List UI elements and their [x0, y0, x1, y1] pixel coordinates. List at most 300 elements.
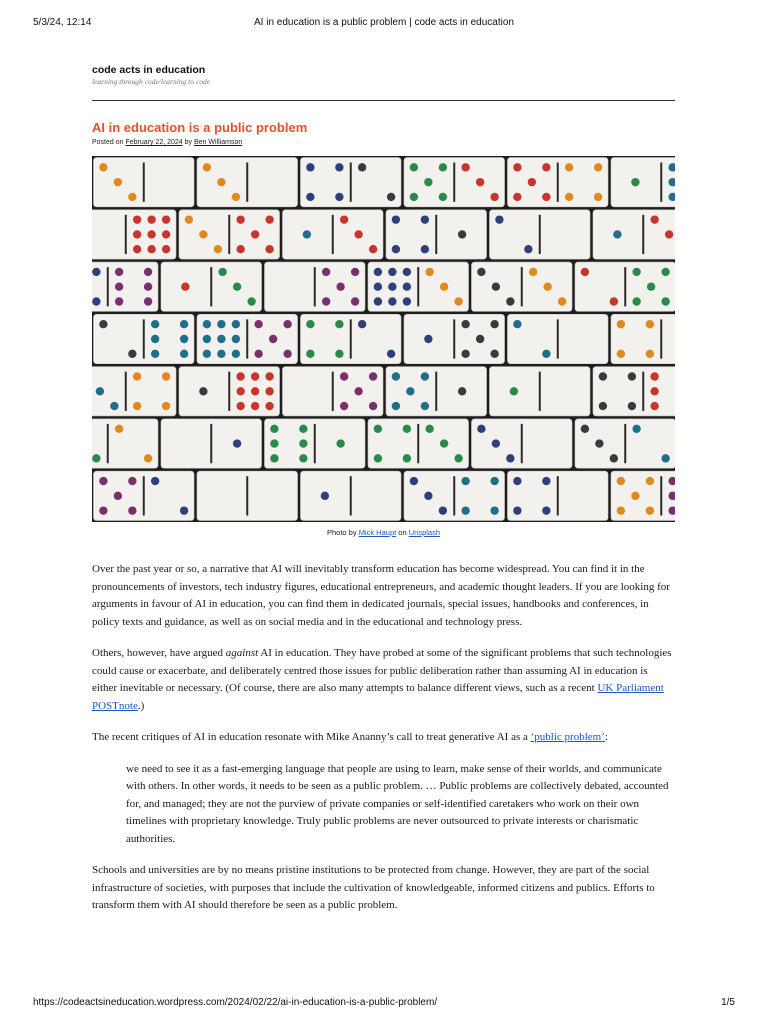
domino-pip: [388, 283, 396, 291]
domino-tile: [368, 419, 469, 468]
post-date-link[interactable]: February 22, 2024: [125, 139, 183, 146]
domino-pip: [617, 506, 625, 514]
domino-pip: [203, 163, 211, 171]
domino-tile: [283, 210, 384, 259]
domino-pip: [646, 320, 654, 328]
domino-pip: [340, 215, 348, 223]
domino-pip: [151, 335, 159, 343]
domino-tile: [94, 471, 195, 520]
domino-pip: [283, 320, 291, 328]
domino-pip: [340, 372, 348, 380]
domino-pip: [133, 230, 141, 238]
print-page-number: 1/5: [721, 997, 735, 1008]
domino-pip: [421, 245, 429, 253]
domino-tile: [283, 367, 384, 416]
domino-pip: [631, 492, 639, 500]
site-tagline: learning through code/learning to code: [92, 77, 211, 86]
domino-pip: [128, 506, 136, 514]
domino-pip: [203, 320, 211, 328]
domino-pip: [628, 402, 636, 410]
domino-pip: [265, 215, 273, 223]
domino-pip: [144, 297, 152, 305]
domino-pip: [581, 268, 589, 276]
domino-tile: [301, 471, 402, 520]
domino-tile: [161, 262, 262, 311]
domino-pip: [306, 193, 314, 201]
paragraph-1: Over the past year or so, a narrative that AI will inevitably transform education has become widespread. You can find it in the pronouncements of investors, tech industry figures, educational entrepreneurs, and academic thought leaders. If you are looking for arguments in favour of AI in education, you can find them in dedicated journals, special issues, handbooks and conferences, in policy texts and guidance, as well as on social media and in the educational and technology press.: [92, 563, 670, 628]
domino-pip: [492, 439, 500, 447]
domino-pip: [650, 372, 658, 380]
domino-pip: [542, 506, 550, 514]
domino-tile: [197, 314, 298, 363]
domino-pip: [387, 193, 395, 201]
domino-pip: [369, 402, 377, 410]
domino-pip: [358, 163, 366, 171]
domino-pip: [461, 506, 469, 514]
domino-pip: [410, 477, 418, 485]
domino-tile: [92, 367, 176, 416]
photographer-link[interactable]: Mick Haupt: [358, 528, 397, 537]
domino-pip: [162, 230, 170, 238]
domino-tile: [611, 471, 675, 520]
p2-text-a: Others, however, have argued: [92, 647, 226, 659]
domino-pip: [631, 178, 639, 186]
domino-pip: [236, 402, 244, 410]
domino-tile: [301, 158, 402, 207]
domino-pip: [265, 245, 273, 253]
domino-pip: [490, 350, 498, 358]
domino-pip: [565, 193, 573, 201]
domino-pip: [236, 387, 244, 395]
print-url: https://codeactsineducation.wordpress.com/2024/02/22/ai-in-education-is-a-public-problem/: [33, 997, 438, 1008]
domino-pip: [180, 335, 188, 343]
domino-pip: [251, 387, 259, 395]
domino-pip: [306, 350, 314, 358]
domino-pip: [270, 454, 278, 462]
domino-pip: [506, 454, 514, 462]
domino-pip: [565, 163, 573, 171]
domino-pip: [335, 320, 343, 328]
domino-pip: [374, 297, 382, 305]
domino-pip: [599, 372, 607, 380]
domino-pip: [454, 297, 462, 305]
domino-pip: [254, 320, 262, 328]
domino-pip: [265, 387, 273, 395]
domino-pip: [543, 283, 551, 291]
caption-on-label: on: [398, 528, 407, 537]
domino-pip: [410, 193, 418, 201]
domino-pip: [358, 320, 366, 328]
paragraph-3: [92, 729, 675, 747]
domino-tile: [472, 419, 573, 468]
domino-pip: [151, 320, 159, 328]
domino-pip: [439, 163, 447, 171]
domino-pip: [99, 506, 107, 514]
domino-pip: [214, 245, 222, 253]
domino-pip: [92, 297, 100, 305]
post-meta: [92, 139, 242, 146]
domino-pip: [458, 230, 466, 238]
domino-pip: [354, 230, 362, 238]
domino-pip: [490, 506, 498, 514]
domino-pip: [461, 350, 469, 358]
domino-pip: [661, 454, 669, 462]
domino-pip: [513, 320, 521, 328]
paragraph-2: [92, 645, 675, 715]
domino-pip: [180, 320, 188, 328]
domino-pip: [322, 297, 330, 305]
domino-pip: [251, 402, 259, 410]
domino-pip: [199, 230, 207, 238]
domino-pip: [581, 425, 589, 433]
domino-pip: [351, 268, 359, 276]
domino-pip: [133, 372, 141, 380]
domino-pip: [650, 402, 658, 410]
domino-pip: [303, 230, 311, 238]
domino-pip: [594, 163, 602, 171]
domino-pip: [661, 268, 669, 276]
domino-pip: [403, 297, 411, 305]
domino-pip: [513, 477, 521, 485]
domino-pip: [650, 215, 658, 223]
domino-pip: [233, 283, 241, 291]
domino-pip: [115, 268, 123, 276]
domino-pip: [110, 402, 118, 410]
domino-pip: [128, 350, 136, 358]
domino-pip: [115, 297, 123, 305]
domino-pip: [374, 425, 382, 433]
domino-pip: [147, 215, 155, 223]
domino-pip: [115, 425, 123, 433]
domino-tile: [404, 471, 505, 520]
post-content: [92, 561, 675, 929]
domino-tile: [92, 419, 158, 468]
domino-tile: [508, 314, 609, 363]
caption-prefix: Photo by: [326, 528, 357, 537]
domino-pip: [425, 268, 433, 276]
domino-pip: [114, 492, 122, 500]
domino-tile: [611, 158, 675, 207]
domino-pip: [454, 454, 462, 462]
postnote-link[interactable]: UK Parliament POSTnote: [92, 682, 664, 712]
domino-pip: [529, 268, 537, 276]
domino-pip: [133, 215, 141, 223]
domino-pip: [490, 193, 498, 201]
domino-pip: [322, 268, 330, 276]
domino-pip: [617, 477, 625, 485]
domino-pip: [374, 454, 382, 462]
domino-pip: [632, 268, 640, 276]
domino-pip: [490, 477, 498, 485]
domino-pip: [232, 350, 240, 358]
domino-pip: [217, 350, 225, 358]
domino-pip: [354, 387, 362, 395]
domino-pip: [613, 230, 621, 238]
domino-pip: [217, 178, 225, 186]
domino-pip: [114, 178, 122, 186]
domino-tile: [575, 419, 675, 468]
public-problem-link[interactable]: ‘public problem’: [530, 731, 605, 743]
domino-pip: [610, 297, 618, 305]
print-footer: [33, 997, 735, 1008]
domino-pip: [524, 245, 532, 253]
domino-pip: [270, 439, 278, 447]
domino-pip: [162, 245, 170, 253]
domino-pip: [506, 297, 514, 305]
domino-pip: [610, 454, 618, 462]
domino-pip: [513, 163, 521, 171]
domino-pip: [403, 283, 411, 291]
domino-pip: [336, 283, 344, 291]
domino-pip: [617, 350, 625, 358]
domino-pip: [299, 439, 307, 447]
domino-pip: [403, 268, 411, 276]
domino-pip: [321, 492, 329, 500]
domino-pip: [351, 297, 359, 305]
domino-pip: [369, 372, 377, 380]
domino-pip: [151, 350, 159, 358]
domino-tile: [197, 471, 298, 520]
domino-pip: [392, 372, 400, 380]
domino-pip: [440, 439, 448, 447]
domino-pip: [421, 215, 429, 223]
domino-pip: [650, 387, 658, 395]
domino-pip: [461, 320, 469, 328]
domino-pip: [144, 268, 152, 276]
domino-tile: [92, 262, 158, 311]
domino-tile: [179, 210, 280, 259]
domino-pip: [162, 215, 170, 223]
domino-pip: [661, 297, 669, 305]
domino-pip: [335, 163, 343, 171]
domino-pip: [424, 335, 432, 343]
domino-pip: [99, 477, 107, 485]
domino-tile: [301, 314, 402, 363]
domino-pip: [492, 283, 500, 291]
domino-pip: [218, 268, 226, 276]
site-title-link[interactable]: code acts in education: [92, 64, 206, 76]
domino-pip: [144, 283, 152, 291]
domino-pip: [247, 297, 255, 305]
domino-pip: [232, 335, 240, 343]
domino-pip: [387, 350, 395, 358]
domino-pip: [476, 178, 484, 186]
domino-pip: [335, 350, 343, 358]
domino-pip: [646, 350, 654, 358]
domino-pip: [403, 454, 411, 462]
domino-pip: [542, 163, 550, 171]
domino-pip: [599, 402, 607, 410]
domino-pip: [647, 283, 655, 291]
domino-pip: [306, 163, 314, 171]
domino-pip: [388, 268, 396, 276]
domino-pip: [99, 163, 107, 171]
domino-tile: [386, 367, 487, 416]
domino-tile: [404, 314, 505, 363]
domino-pip: [133, 402, 141, 410]
author-link[interactable]: Ben Williamson: [194, 139, 243, 146]
domino-tile: [404, 158, 505, 207]
domino-pip: [542, 350, 550, 358]
domino-pip: [369, 245, 377, 253]
domino-pip: [203, 335, 211, 343]
domino-pip: [558, 297, 566, 305]
domino-tile: [490, 367, 591, 416]
dominoes-illustration: [92, 156, 675, 522]
domino-pip: [251, 372, 259, 380]
blockquote: we need to see it as a fast-emerging language that people are using to learn, make sense of their worlds, and communicate with others. In other words, it needs to be seen as a public problem. … Public problems are collectively debated, accounted for, and managed; they are not the purview of private companies or self-identified caretakers who work on their own timelines with proprietary knowledge. Truly public problems are never outsourced to private interests or charismatic authorities.: [126, 762, 669, 845]
domino-pip: [265, 402, 273, 410]
domino-tile: [386, 210, 487, 259]
domino-pip: [374, 283, 382, 291]
domino-tile: [593, 210, 675, 259]
domino-tile: [472, 262, 573, 311]
domino-pip: [299, 454, 307, 462]
domino-tile: [197, 158, 298, 207]
domino-pip: [440, 283, 448, 291]
domino-pip: [128, 193, 136, 201]
domino-tile: [179, 367, 280, 416]
header-divider: [92, 100, 675, 101]
unsplash-link[interactable]: Unsplash: [408, 528, 441, 537]
image-caption: [92, 528, 675, 537]
domino-pip: [425, 425, 433, 433]
domino-pip: [513, 506, 521, 514]
domino-pip: [306, 320, 314, 328]
domino-pip: [147, 230, 155, 238]
domino-pip: [335, 193, 343, 201]
domino-pip: [594, 193, 602, 201]
domino-pip: [528, 178, 536, 186]
domino-tile: [92, 210, 176, 259]
domino-pip: [128, 477, 136, 485]
print-date: 5/3/24, 12:14: [33, 17, 92, 28]
domino-pip: [490, 320, 498, 328]
domino-tile: [575, 262, 675, 311]
domino-pip: [439, 193, 447, 201]
domino-pip: [299, 425, 307, 433]
domino-pip: [458, 387, 466, 395]
domino-pip: [99, 320, 107, 328]
domino-pip: [180, 506, 188, 514]
domino-pip: [388, 297, 396, 305]
domino-pip: [595, 439, 603, 447]
domino-pip: [133, 245, 141, 253]
domino-tile: [508, 471, 609, 520]
by-label: by: [184, 139, 193, 146]
domino-tile: [611, 314, 675, 363]
domino-pip: [254, 350, 262, 358]
domino-pip: [628, 372, 636, 380]
domino-pip: [406, 387, 414, 395]
domino-pip: [439, 506, 447, 514]
domino-tile: [265, 262, 366, 311]
domino-tile: [265, 419, 366, 468]
domino-pip: [632, 297, 640, 305]
domino-pip: [477, 425, 485, 433]
domino-pip: [147, 245, 155, 253]
domino-pip: [151, 477, 159, 485]
domino-pip: [236, 245, 244, 253]
p2-text-c: .): [137, 699, 145, 712]
domino-tile: [368, 262, 469, 311]
domino-pip: [162, 402, 170, 410]
domino-pip: [180, 350, 188, 358]
domino-pip: [424, 178, 432, 186]
print-page-title: AI in education is a public problem | code acts in education: [254, 17, 514, 28]
domino-pip: [232, 320, 240, 328]
domino-pip: [495, 215, 503, 223]
domino-pip: [646, 477, 654, 485]
domino-pip: [340, 402, 348, 410]
domino-pip: [617, 320, 625, 328]
domino-pip: [269, 335, 277, 343]
domino-pip: [403, 425, 411, 433]
domino-pip: [646, 506, 654, 514]
domino-pip: [461, 477, 469, 485]
domino-tile: [508, 158, 609, 207]
domino-tile: [94, 158, 195, 207]
domino-pip: [410, 163, 418, 171]
domino-pip: [374, 268, 382, 276]
domino-pip: [144, 454, 152, 462]
p2-emphasis: against: [225, 647, 259, 659]
domino-pip: [632, 425, 640, 433]
domino-pip: [270, 425, 278, 433]
domino-pip: [477, 268, 485, 276]
domino-pip: [217, 320, 225, 328]
domino-pip: [236, 372, 244, 380]
domino-pip: [392, 245, 400, 253]
domino-tile: [161, 419, 262, 468]
domino-pip: [96, 387, 104, 395]
print-header: [33, 17, 735, 28]
domino-pip: [461, 163, 469, 171]
domino-pip: [185, 215, 193, 223]
domino-tile: [593, 367, 675, 416]
domino-pip: [542, 477, 550, 485]
domino-pip: [115, 283, 123, 291]
domino-pip: [92, 454, 100, 462]
domino-pip: [217, 335, 225, 343]
domino-pip: [510, 387, 518, 395]
domino-pip: [665, 230, 673, 238]
domino-pip: [392, 402, 400, 410]
domino-pip: [236, 215, 244, 223]
domino-pip: [421, 372, 429, 380]
domino-pip: [203, 350, 211, 358]
domino-pip: [199, 387, 207, 395]
domino-pip: [424, 492, 432, 500]
domino-tile: [94, 314, 195, 363]
site-header: [92, 64, 675, 86]
p3-text-b: :: [604, 731, 608, 743]
domino-pip: [232, 193, 240, 201]
p2-text-b: AI in education. They have probed at some of the significant problems that such technologies could cause or exacerbate, and deliberately centred those issues for public deliberation rather than assuming AI in education is either inevitable or necessary. (Of course, there are also many attempts to balance different views, such as a recent: [92, 647, 672, 694]
domino-pip: [336, 439, 344, 447]
domino-pip: [233, 439, 241, 447]
posted-on-label: Posted on: [92, 139, 124, 146]
domino-pip: [542, 193, 550, 201]
domino-pip: [251, 230, 259, 238]
domino-pip: [181, 283, 189, 291]
domino-tile: [490, 210, 591, 259]
domino-pip: [283, 350, 291, 358]
post-title: AI in education is a public problem: [92, 120, 308, 135]
domino-pip: [421, 402, 429, 410]
domino-pip: [513, 193, 521, 201]
domino-pip: [265, 372, 273, 380]
